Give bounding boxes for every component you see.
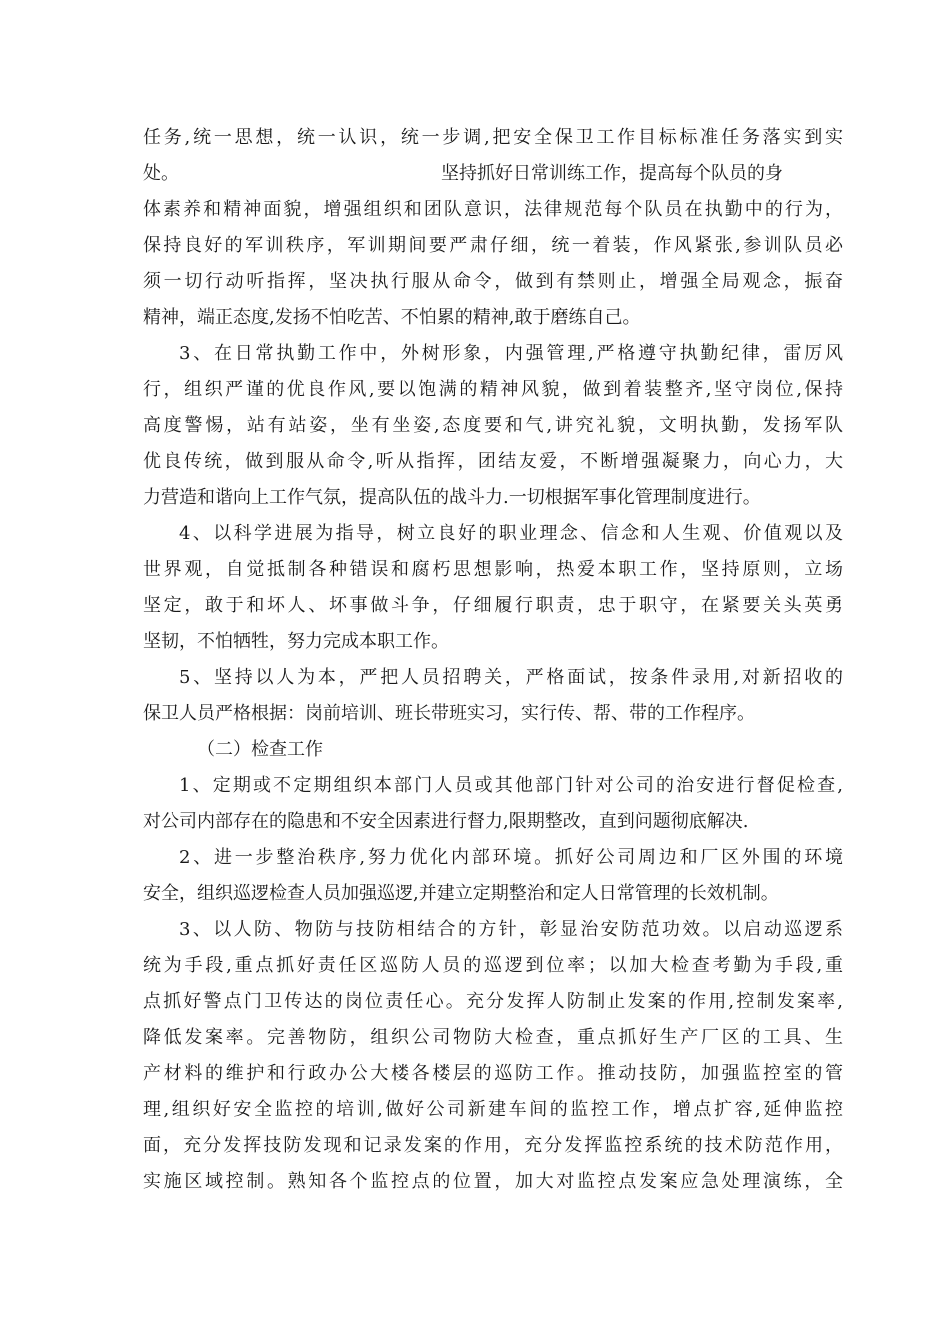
text-line: 行，组织严谨的优良作风,要以饱满的精神风貌，做到着装整齐,坚守岗位,保持 <box>143 379 843 400</box>
text-line: 对公司内部存在的隐患和不安全因素进行督力,限期整改，直到问题彻底解决. <box>143 811 749 832</box>
text-line: 优良传统，做到服从命令,听从指挥，团结友爱，不断增强凝聚力，向心力，大 <box>143 451 843 472</box>
text-line: 降低发案率。完善物防，组织公司物防大检查，重点抓好生产厂区的工具、生 <box>143 1027 843 1048</box>
text-line: 高度警惕，站有站姿，坐有坐姿,态度要和气,讲究礼貌，文明执勤，发扬军队 <box>143 415 843 436</box>
text-line: 点抓好警点门卫传达的岗位责任心。充分发挥人防制止发案的作用,控制发案率, <box>143 991 843 1012</box>
text-line: 须一切行动听指挥，坚决执行服从命令，做到有禁则止，增强全局观念，振奋 <box>143 271 843 292</box>
text-line: 4、以科学进展为指导，树立良好的职业理念、信念和人生观、价值观以及 <box>179 523 843 544</box>
text-line: 坚韧，不怕牺牲，努力完成本职工作。 <box>143 631 449 652</box>
text-fragment: 坚持抓好日常训练工作，提高每个队员的身 <box>441 163 783 184</box>
text-line: 5、坚持以人为本，严把人员招聘关，严格面试，按条件录用,对新招收的 <box>179 667 843 688</box>
text-line: 保卫人员严格根据：岗前培训、班长带班实习，实行传、帮、带的工作程序。 <box>143 703 755 724</box>
text-line: 面，充分发挥技防发现和记录发案的作用，充分发挥监控系统的技术防范作用， <box>143 1135 843 1156</box>
text-line: 实施区域控制。熟知各个监控点的位置，加大对监控点发案应急处理演练，全 <box>143 1171 843 1192</box>
section-heading: （二）检查工作 <box>197 739 323 760</box>
text-line: 3、在日常执勤工作中，外树形象，内强管理,严格遵守执勤纪律，雷厉风 <box>179 343 843 364</box>
text-line: 产材料的维护和行政办公大楼各楼层的巡防工作。推动技防，加强监控室的管 <box>143 1063 843 1084</box>
text-line: 坚定，敢于和坏人、坏事做斗争，仔细履行职责，忠于职守，在紧要关头英勇 <box>143 595 843 616</box>
text-line: 理,组织好安全监控的培训,做好公司新建车间的监控工作，增点扩容,延伸监控 <box>143 1099 843 1120</box>
text-line: 3、以人防、物防与技防相结合的方针，彰显治安防范功效。以启动巡逻系 <box>179 919 843 940</box>
body-text <box>143 120 843 1200</box>
text-fragment: 处。 <box>143 163 179 184</box>
text-line: 保持良好的军训秩序，军训期间要严肃仔细，统一着装，作风紧张,参训队员必 <box>143 235 843 256</box>
text-line: 统为手段,重点抓好责任区巡防人员的巡逻到位率；以加大检查考勤为手段,重 <box>143 955 843 976</box>
text-line: 1、定期或不定期组织本部门人员或其他部门针对公司的治安进行督促检查, <box>179 775 843 796</box>
text-line <box>143 156 843 192</box>
text-line: 任务,统一思想，统一认识，统一步调,把安全保卫工作目标标准任务落实到实 <box>143 127 843 148</box>
text-line: 精神，端正态度,发扬不怕吃苦、不怕累的精神,敢于磨练自己。 <box>143 307 641 328</box>
text-line: 2、进一步整治秩序,努力优化内部环境。抓好公司周边和厂区外围的环境 <box>179 847 843 868</box>
text-line: 安全，组织巡逻检查人员加强巡逻,并建立定期整治和定人日常管理的长效机制。 <box>143 883 779 904</box>
text-line: 体素养和精神面貌，增强组织和团队意识，法律规范每个队员在执勤中的行为， <box>143 199 843 220</box>
text-line: 力营造和谐向上工作气氛，提高队伍的战斗力.一切根据军事化管理制度进行。 <box>143 487 761 508</box>
text-line: 世界观，自觉抵制各种错误和腐朽思想影响，热爱本职工作，坚持原则，立场 <box>143 559 843 580</box>
